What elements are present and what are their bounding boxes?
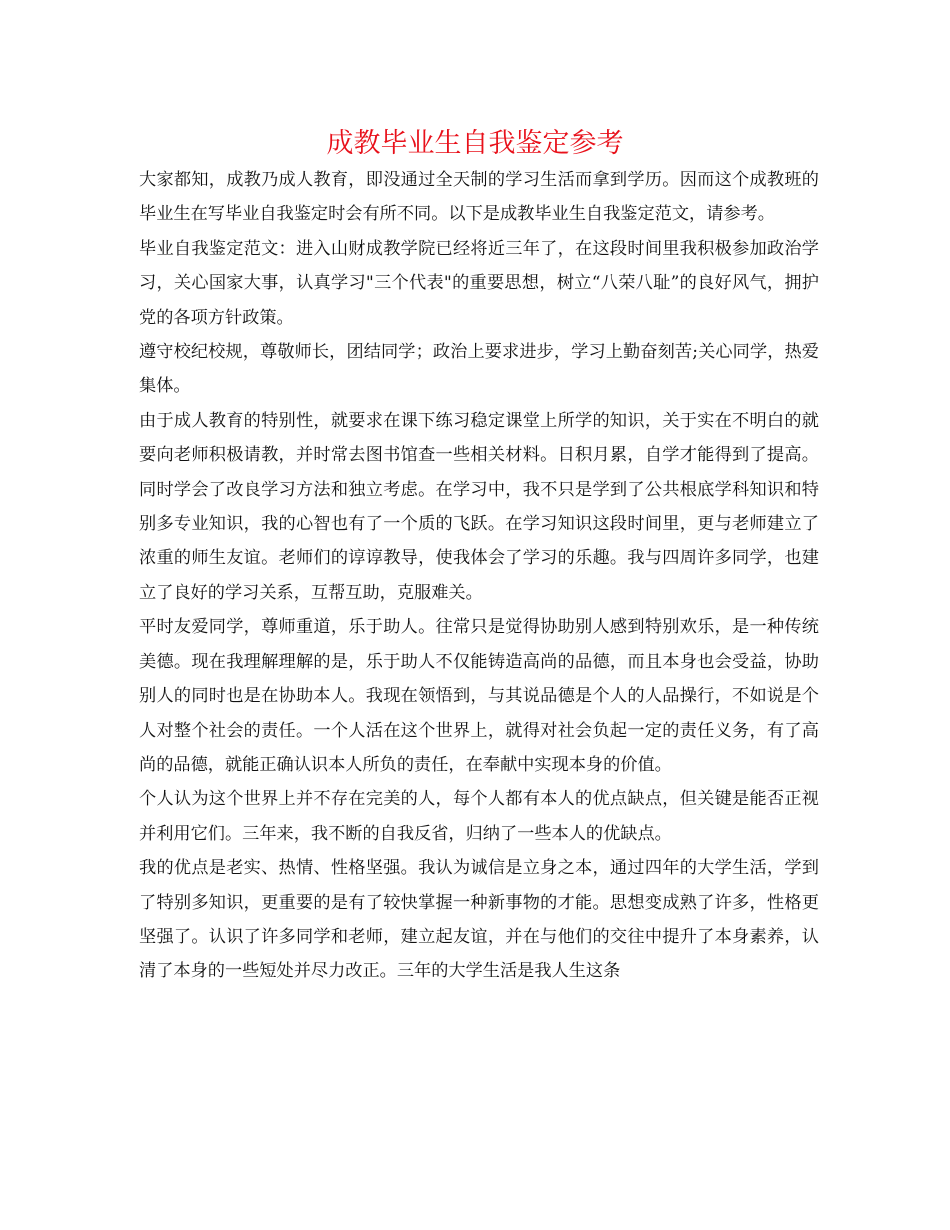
paragraph-discipline: 遵守校纪校规，尊敬师长，团结同学；政治上要求进步，学习上勤奋刻苦;关心同学，热爱集体。 <box>139 342 819 397</box>
paragraph-study: 由于成人教育的特别性，就要求在课下练习稳定课堂上所学的知识，关于实在不明白的就要向老师积极请教，并时常去图书馆查一些相关材料。日积月累，自学才能得到了提高。同时学会了改良学习方法和独立考虑。在学习中，我不只是学到了公共根底学科知识和特别多专业知识，我的心智也有了一个质的飞跃。在学习知识这段时间里，更与老师建立了浓重的师生友谊。老师们的谆谆教导，使我体会了学习的乐趣。我与四周许多同学，也建立了良好的学习关系，互帮互助，克服难关。 <box>139 410 819 603</box>
document-title: 成教毕业生自我鉴定参考 <box>326 128 624 159</box>
paragraph-helping-others: 平时友爱同学，尊师重道，乐于助人。往常只是觉得协助别人感到特别欢乐，是一种传统美德。现在我理解理解的是，乐于助人不仅能铸造高尚的品德，而且本身也会受益，协助别人的同时也是在协助本人。我现在领悟到，与其说品德是个人的人品操行，不如说是个人对整个社会的责任。一个人活在这个世界上，就得对社会负起一定的责任义务，有了高尚的品德，就能正确认识本人所负的责任，在奉献中实现本身的价值。 <box>139 617 819 775</box>
paragraph-strengths: 我的优点是老实、热情、性格坚强。我认为诚信是立身之本，通过四年的大学生活，学到了特别多知识，更重要的是有了较快掌握一种新事物的才能。思想变成熟了许多，性格更坚强了。认识了许多同学和老师，建立起友谊，并在与他们的交往中提升了本身素养，认清了本身的一些短处并尽力改正。三年的大学生活是我人生这条 <box>139 858 819 982</box>
document-body <box>139 163 819 989</box>
paragraph-self-reflection: 个人认为这个世界上并不存在完美的人，每个人都有本人的优点缺点，但关键是能否正视并利用它们。三年来，我不断的自我反省，归纳了一些本人的优缺点。 <box>139 789 819 844</box>
paragraph-sample-opening: 毕业自我鉴定范文：进入山财成教学院已经将近三年了，在这段时间里我积极参加政治学习，关心国家大事，认真学习"三个代表"的重要思想，树立“八荣八耻”的良好风气，拥护党的各项方针政策。 <box>139 238 819 328</box>
paragraph-intro: 大家都知，成教乃成人教育，即没通过全天制的学习生活而拿到学历。因而这个成教班的毕业生在写毕业自我鉴定时会有所不同。以下是成教毕业生自我鉴定范文，请参考。 <box>139 170 819 225</box>
